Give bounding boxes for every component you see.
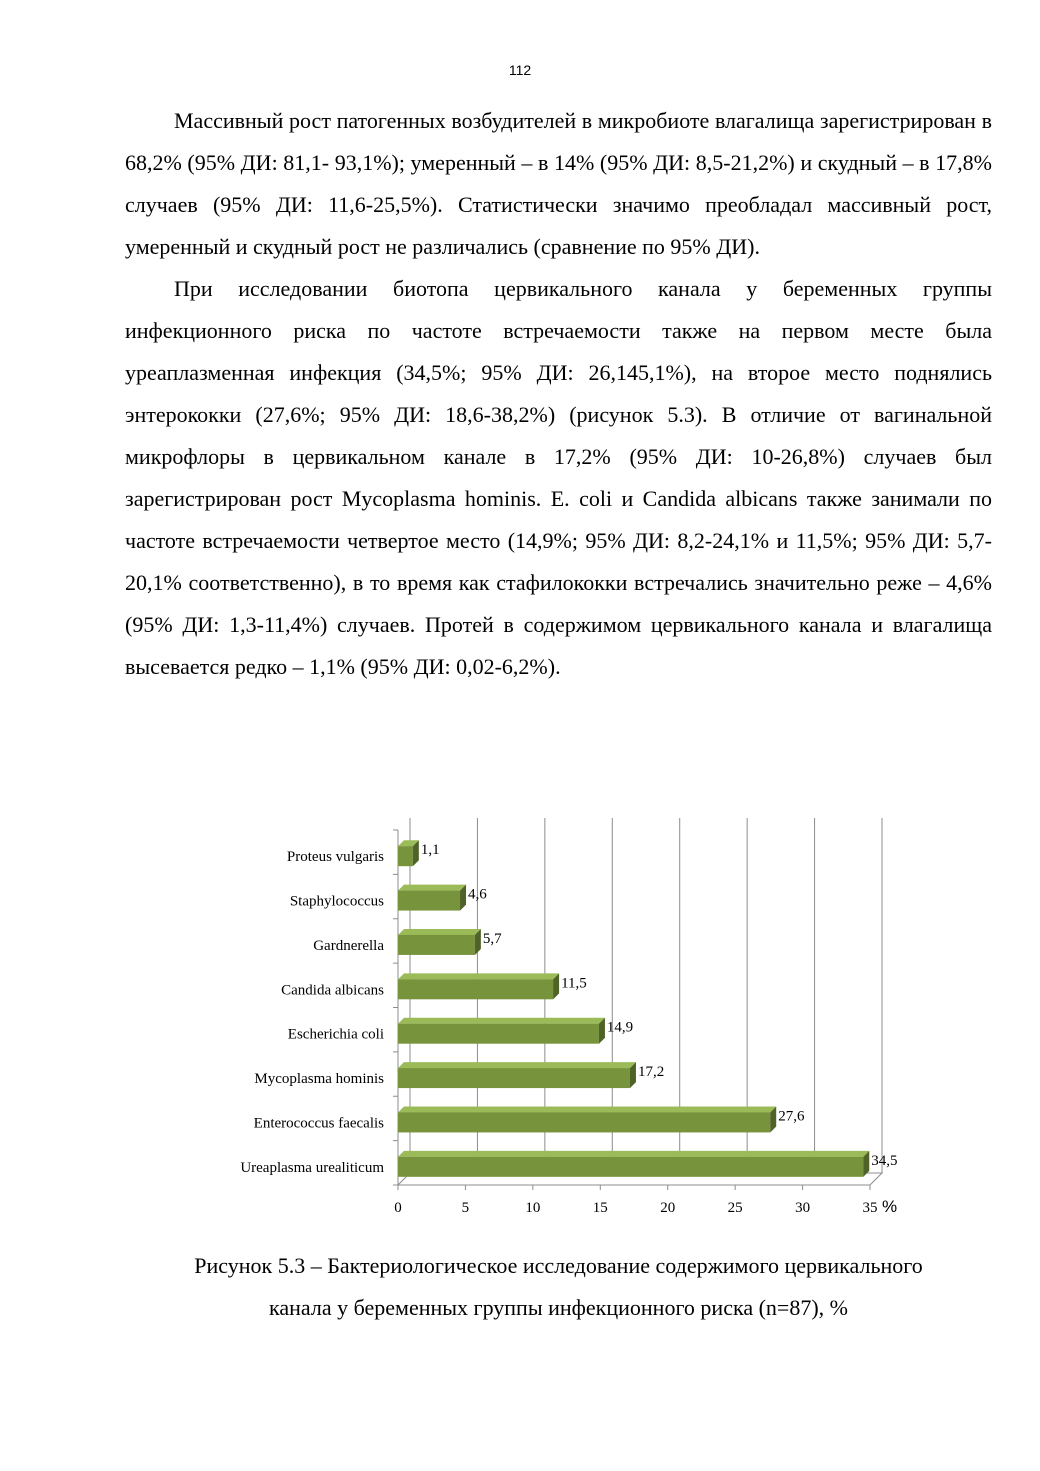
x-tick-label-1: 5 xyxy=(461,1200,470,1216)
category-label-3: Candida albicans xyxy=(281,982,384,999)
x-tick-label-5: 25 xyxy=(727,1200,743,1216)
bar-top-1 xyxy=(398,885,466,891)
category-label-1: Staphylococcus xyxy=(289,893,384,910)
value-label-2: 5,7 xyxy=(482,930,502,947)
page-number: 112 xyxy=(508,62,532,78)
value-label-6: 27,6 xyxy=(778,1108,805,1125)
x-tick-label-2: 10 xyxy=(525,1200,541,1216)
bar-6 xyxy=(398,1112,770,1132)
caption-line-1: Рисунок 5.3 – Бактериологическое исследование содержимого цервикального xyxy=(194,1253,923,1278)
x-unit-label: % xyxy=(882,1197,898,1216)
caption-line-2: канала у беременных группы инфекционного риска (n=87), % xyxy=(269,1295,848,1320)
bar-5 xyxy=(398,1068,630,1088)
bar-3 xyxy=(398,979,553,999)
bar-top-2 xyxy=(398,929,481,935)
value-label-5: 17,2 xyxy=(637,1064,665,1081)
bar-0 xyxy=(398,846,413,866)
value-label-7: 34,5 xyxy=(871,1152,898,1169)
category-label-6: Enterococcus faecalis xyxy=(253,1115,384,1132)
bar-top-4 xyxy=(398,1018,605,1024)
x-tick-label-0: 0 xyxy=(394,1200,402,1216)
x-tick-label-3: 15 xyxy=(592,1200,608,1216)
category-label-4: Escherichia coli xyxy=(287,1026,384,1043)
bar-2 xyxy=(398,935,475,955)
x-tick-label-7: 35 xyxy=(862,1200,878,1216)
category-label-7: Ureaplasma urealiticum xyxy=(240,1159,384,1176)
bar-top-7 xyxy=(398,1151,869,1157)
paragraph-cervical: При исследовании биотопа цервикального канала у беременных группы инфекционного риска по частоте встречаемости также на первом месте была уреаплазменная инфекция (34,5%; 95% ДИ: 26,145,1%), на второе место поднялись энтерококки (27,6%; 95% ДИ: 18,6-38,2%) (рисунок 5.3). В отличие от вагинальной микрофлоры в цервикальном канале в 17,2% (95% ДИ: 10-26,8%) случаев был зарегистрирован рост Mycoplasma hominis. E. coli и Candida albicans также занимали по частоте встречаемости четвертое место (14,9%; 95% ДИ: 8,2-24,1% и 11,5%; 95% ДИ: 5,7-20,1% соответственно), в то время как стафилококки встречались значительно реже – 4,6% (95% ДИ: 1,3-11,4%) случаев. Протей в содержимом цервикального канала и влагалища высевается редко – 1,1% (95% ДИ: 0,02-6,2%). xyxy=(125,276,992,679)
value-label-1: 4,6 xyxy=(468,886,487,903)
bar-1 xyxy=(398,891,460,911)
value-label-3: 11,5 xyxy=(561,975,587,992)
paragraph-growth: Массивный рост патогенных возбудителей в микробиоте влагалища зарегистрирован в 68,2% (95% ДИ: 81,1- 93,1%); умеренный – в 14% (95% ДИ: 8,5-21,2%) и скудный – в 17,8% случаев (95% ДИ: 11,6-25,5%). Статистически значимо преобладал массивный рост, умеренный и скудный рост не различались (сравнение по 95% ДИ). xyxy=(125,108,992,259)
bar-top-5 xyxy=(398,1062,636,1068)
x-tick-label-4: 20 xyxy=(660,1200,676,1216)
bar-top-6 xyxy=(398,1106,776,1112)
x-tick-label-6: 30 xyxy=(795,1200,811,1216)
bar-7 xyxy=(398,1157,863,1177)
category-label-5: Mycoplasma hominis xyxy=(254,1071,384,1088)
bar-top-3 xyxy=(398,973,559,979)
bar-chart xyxy=(200,815,920,1225)
chart-svg xyxy=(200,815,920,1225)
bar-4 xyxy=(398,1024,599,1044)
figure-caption xyxy=(125,1245,992,1329)
category-label-2: Gardnerella xyxy=(313,937,384,954)
value-label-4: 14,9 xyxy=(606,1019,634,1036)
category-label-0: Proteus vulgaris xyxy=(286,849,384,866)
body-text xyxy=(125,100,992,688)
value-label-0: 1,1 xyxy=(420,842,440,859)
